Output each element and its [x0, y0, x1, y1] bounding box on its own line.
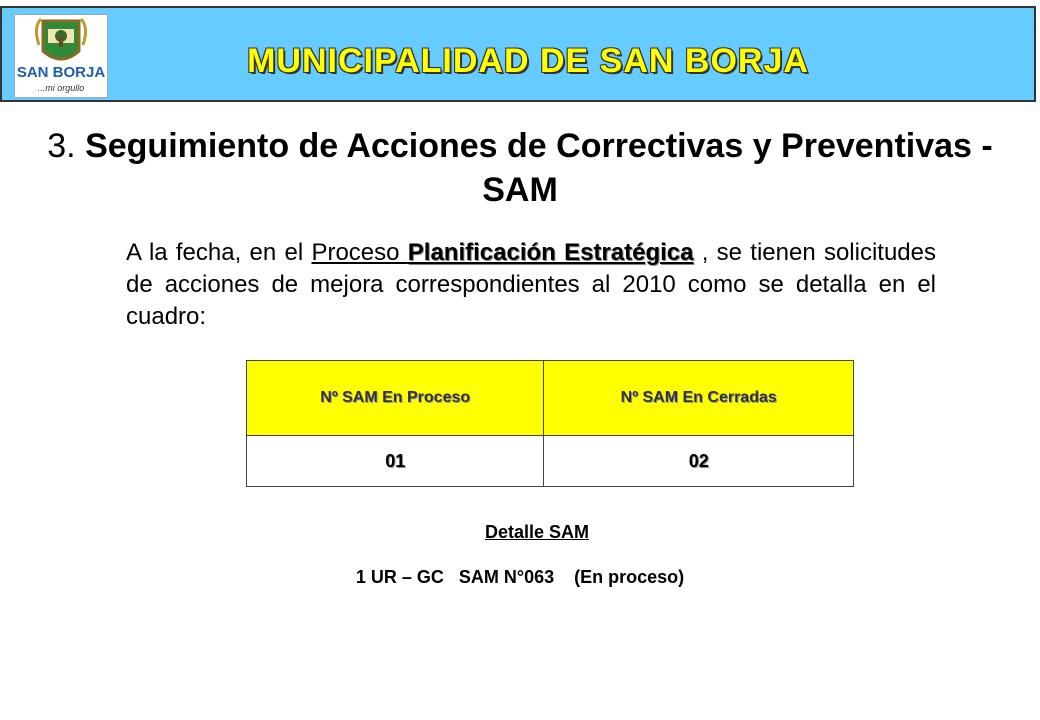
section-title [40, 124, 1000, 212]
intro-part2: , se tienen solicitudes de acciones de mejora correspondientes al 2010 como se detalla en el cuadro: [126, 239, 937, 330]
logo-name: SAN BORJA [16, 64, 106, 81]
sam-table [246, 360, 854, 487]
process-name[interactable]: Planificación Estratégica [407, 239, 694, 266]
header-cell-closed: Nº SAM En Cerradas [544, 361, 854, 436]
process-link[interactable]: Proceso [311, 239, 408, 266]
logo-tagline: ...mi orgullo [37, 83, 85, 93]
value-closed: 02 [544, 436, 854, 487]
section-heading: Seguimiento de Acciones de Correctivas y Preventivas - SAM [85, 127, 993, 209]
table-row [247, 436, 854, 487]
value-in-process: 01 [247, 436, 544, 487]
section-number: 3. [47, 127, 76, 165]
detail-title: Detalle SAM [485, 522, 590, 542]
detail-line: 1 UR – GC SAM N°063 (En proceso) [355, 567, 685, 587]
header-cell-in-process: Nº SAM En Proceso [247, 361, 544, 436]
org-title: MUNICIPALIDAD DE SAN BORJA [247, 42, 809, 80]
intro-paragraph [126, 237, 936, 333]
table-header-row [247, 361, 854, 436]
header-banner [0, 6, 1036, 102]
intro-part1: A la fecha, en el [126, 239, 312, 266]
